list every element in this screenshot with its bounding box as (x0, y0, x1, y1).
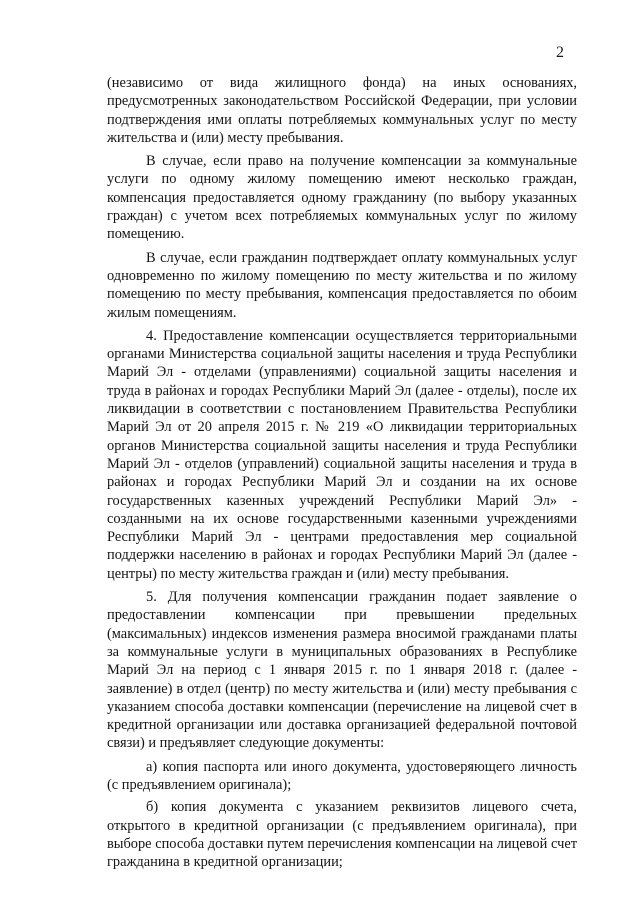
paragraph-both-premises: В случае, если гражданин подтверждает оплату коммунальных услуг одновременно по жилому помещению по месту жительства и по жилому помещению по месту пребывания, компенсация предоставляется по обоим жилым помещениям. (107, 249, 577, 321)
paragraph-clause-5: 5. Для получения компенсации гражданин подает заявление о предоставлении компенсации при превышении предельных (максимальных) индексов изменения размера вносимой гражданами платы за коммунальные услуги в муниципальных образованиях в Республике Марий Эл на период с 1 января 2015 г. по 1 января 2018 г. (далее - заявление) в отдел (центр) по месту жительства и (или) месту пребывания с указанием способа доставки компенсации (перечисление на лицевой счет в кредитной организации или доставка организацией федеральной почтовой связи) и предъявляет следующие документы: (107, 589, 577, 752)
list-item-a: а) копия паспорта или иного документа, удостоверяющего личность (с предъявлением оригинала); (107, 758, 577, 793)
page-number: 2 (556, 44, 564, 61)
paragraph-continuation: (независимо от вида жилищного фонда) на иных основаниях, предусмотренных законодательством Российской Федерации, при условии подтверждения ими оплаты потребляемых коммунальных услуг по месту жительства и (или) месту пребывания. (107, 75, 577, 146)
document-body (107, 74, 577, 875)
paragraph-clause-4: 4. Предоставление компенсации осуществляется территориальными органами Министерства социальной защиты населения и труда Республики Марий Эл - отделами (управлениями) социальной защиты населения и труда в районах и городах Республики Марий Эл (далее - отделы), после их ликвидации в соответствии с постановлением Правительства Республики Марий Эл от 20 апреля 2015 г. № 219 «О ликвидации территориальных органов Министерства социальной защиты населения и труда Республики Марий Эл - отделов (управлений) социальной защиты населения и труда в районах и городах Республики Марий Эл и создании на их основе государственных казенных учреждений Республики Марий Эл» - созданными на их основе государственными казенными учреждениями Республики Марий Эл - центрами предоставления мер социальной поддержки населению в районах и городах Республики Марий Эл (далее - центры) по месту жительства граждан и (или) месту пребывания. (107, 327, 577, 582)
paragraph-multiple-citizens: В случае, если право на получение компенсации за коммунальные услуги по одному жилому помещению имеют несколько граждан, компенсация предоставляется одному гражданину (по выбору указанных граждан) с учетом всех потребляемых коммунальных услуг по жилому помещению. (107, 153, 577, 243)
list-item-b: б) копия документа с указанием реквизитов лицевого счета, открытого в кредитной организации (с предъявлением оригинала), при выборе способа доставки путем перечисления компенсации на лицевой счет гражданина в кредитной организации; (107, 799, 577, 871)
